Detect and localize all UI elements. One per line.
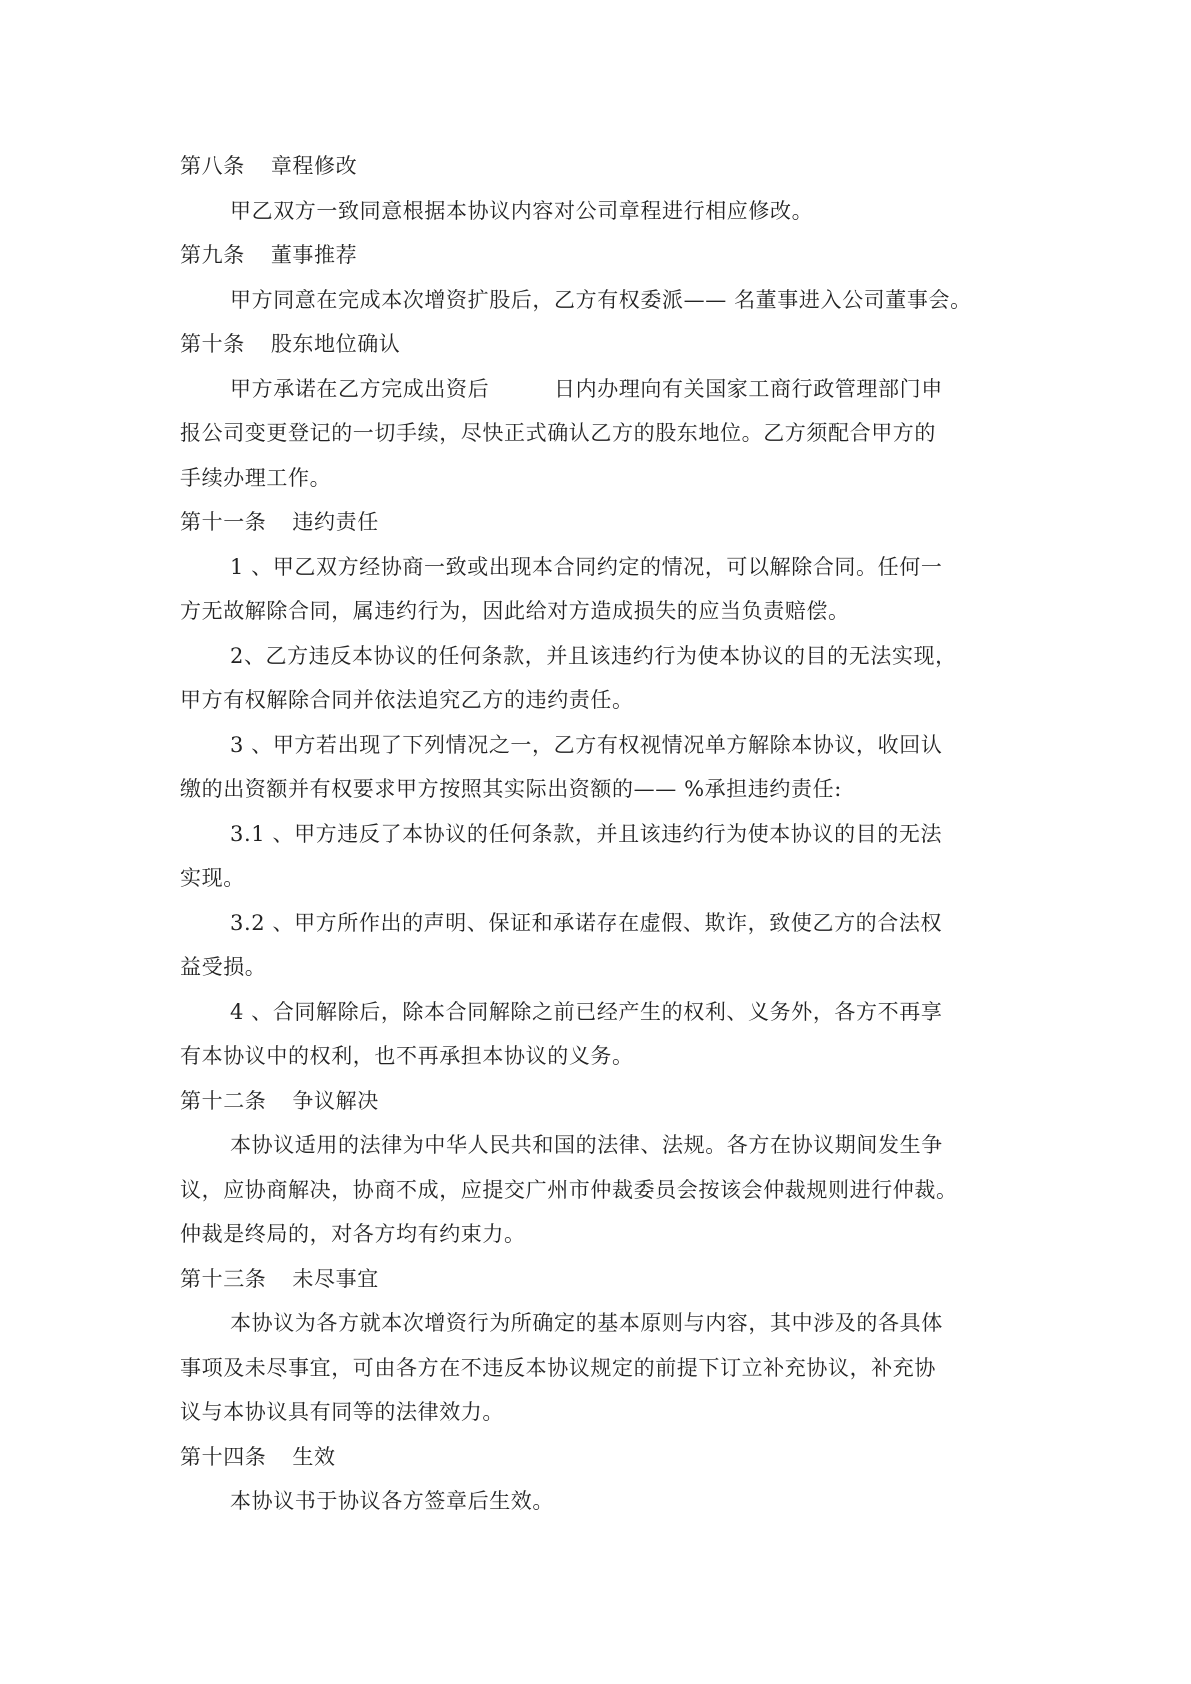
article-number: 第十条	[180, 332, 245, 356]
article-paragraph	[180, 901, 1026, 990]
line-text: 实现。	[180, 866, 245, 890]
article-paragraph	[180, 545, 1026, 634]
line-text: 本协议为各方就本次增资行为所确定的基本原则与内容，其中涉及的各具体	[230, 1311, 943, 1335]
paragraph-line	[180, 189, 1026, 234]
article-paragraph	[180, 990, 1026, 1079]
article-paragraph	[180, 189, 1026, 234]
line-text: 方无故解除合同，属违约行为，因此给对方造成损失的应当负责赔偿。	[180, 599, 850, 623]
paragraph-line	[180, 1479, 1026, 1524]
line-text: 报公司变更登记的一切手续，尽快正式确认乙方的股东地位。乙方须配合甲方的	[180, 421, 936, 445]
paragraph-line	[180, 856, 1026, 901]
paragraph-line	[180, 589, 1026, 634]
line-text: 1 、甲乙双方经协商一致或出现本合同约定的情况，可以解除合同。任何一	[230, 554, 943, 579]
line-text: 3.2 、甲方所作出的声明、保证和承诺存在虚假、欺诈，致使乙方的合法权	[230, 910, 943, 935]
line-text: 甲方同意在完成本次增资扩股后，乙方有权委派—— 名董事进入公司董事会。	[230, 287, 972, 312]
article-title: 违约责任	[292, 510, 379, 534]
article-heading	[180, 322, 1026, 367]
line-text: 益受损。	[180, 955, 267, 979]
line-text: 手续办理工作。	[180, 465, 332, 490]
paragraph-line	[180, 1346, 1026, 1391]
line-text: 本协议适用的法律为中华人民共和国的法律、法规。各方在协议期间发生争	[230, 1133, 943, 1157]
line-text: 本协议书于协议各方签章后生效。	[230, 1489, 554, 1513]
paragraph-line	[180, 456, 1026, 501]
line-text: 议，应协商解决，协商不成，应提交广州市仲裁委员会按该会仲裁规则进行仲裁。	[180, 1177, 958, 1202]
paragraph-line	[180, 1212, 1026, 1257]
article-paragraph	[180, 812, 1026, 901]
paragraph-line	[180, 1123, 1026, 1168]
line-text: 甲方承诺在乙方完成出资后 日内办理向有关国家工商行政管理部门申	[230, 376, 943, 401]
article-number: 第八条	[180, 154, 245, 178]
paragraph-line	[180, 1390, 1026, 1435]
line-text: 甲方有权解除合同并依法追究乙方的违约责任。	[180, 688, 634, 712]
article-number: 第十一条	[180, 510, 267, 534]
article-heading	[180, 144, 1026, 189]
paragraph-line	[180, 1301, 1026, 1346]
article-paragraph	[180, 1301, 1026, 1435]
line-text: 3 、甲方若出现了下列情况之一，乙方有权视情况单方解除本协议，收回认	[230, 732, 943, 757]
article-heading	[180, 1257, 1026, 1302]
paragraph-line	[180, 634, 1026, 679]
article-number: 第十三条	[180, 1266, 267, 1291]
paragraph-line	[180, 945, 1026, 990]
paragraph-line	[180, 678, 1026, 723]
article-paragraph	[180, 367, 1026, 501]
paragraph-line	[180, 812, 1026, 857]
article-heading	[180, 233, 1026, 278]
article-paragraph	[180, 1123, 1026, 1257]
paragraph-line	[180, 1168, 1026, 1213]
line-text: 甲乙双方一致同意根据本协议内容对公司章程进行相应修改。	[230, 198, 814, 223]
paragraph-line	[180, 545, 1026, 590]
line-text: 有本协议中的权利，也不再承担本协议的义务。	[180, 1044, 634, 1068]
article-title: 争议解决	[292, 1088, 379, 1113]
article-title: 股东地位确认	[270, 332, 401, 356]
article-number: 第九条	[180, 243, 245, 267]
article-paragraph	[180, 723, 1026, 812]
paragraph-line	[180, 411, 1026, 456]
article-title: 未尽事宜	[292, 1266, 379, 1291]
article-title: 章程修改	[270, 154, 358, 178]
article-paragraph	[180, 1479, 1026, 1524]
article-number: 第十四条	[180, 1444, 267, 1469]
line-text: 缴的出资额并有权要求甲方按照其实际出资额的—— %承担违约责任:	[180, 777, 842, 801]
article-paragraph	[180, 278, 1026, 323]
article-heading	[180, 1435, 1026, 1480]
article-number: 第十二条	[180, 1088, 267, 1113]
article-paragraph	[180, 634, 1026, 723]
line-text: 事项及未尽事宜，可由各方在不违反本协议规定的前提下订立补充协议，补充协	[180, 1355, 936, 1380]
document-body	[180, 144, 1026, 1524]
paragraph-line	[180, 767, 1026, 812]
paragraph-line	[180, 901, 1026, 946]
line-text: 议与本协议具有同等的法律效力。	[180, 1400, 504, 1424]
paragraph-line	[180, 723, 1026, 768]
line-text: 2、乙方违反本协议的任何条款，并且该违约行为使本协议的目的无法实现，	[230, 643, 957, 668]
paragraph-line	[180, 990, 1026, 1035]
article-heading	[180, 1079, 1026, 1124]
line-text: 3.1 、甲方违反了本协议的任何条款，并且该违约行为使本协议的目的无法	[230, 821, 943, 846]
paragraph-line	[180, 278, 1026, 323]
article-heading	[180, 500, 1026, 545]
article-title: 生效	[292, 1444, 336, 1469]
line-text: 仲裁是终局的，对各方均有约束力。	[180, 1222, 526, 1246]
paragraph-line	[180, 1034, 1026, 1079]
paragraph-line	[180, 367, 1026, 412]
article-title: 董事推荐	[270, 243, 358, 267]
line-text: 4 、合同解除后，除本合同解除之前已经产生的权利、义务外，各方不再享	[230, 999, 943, 1024]
